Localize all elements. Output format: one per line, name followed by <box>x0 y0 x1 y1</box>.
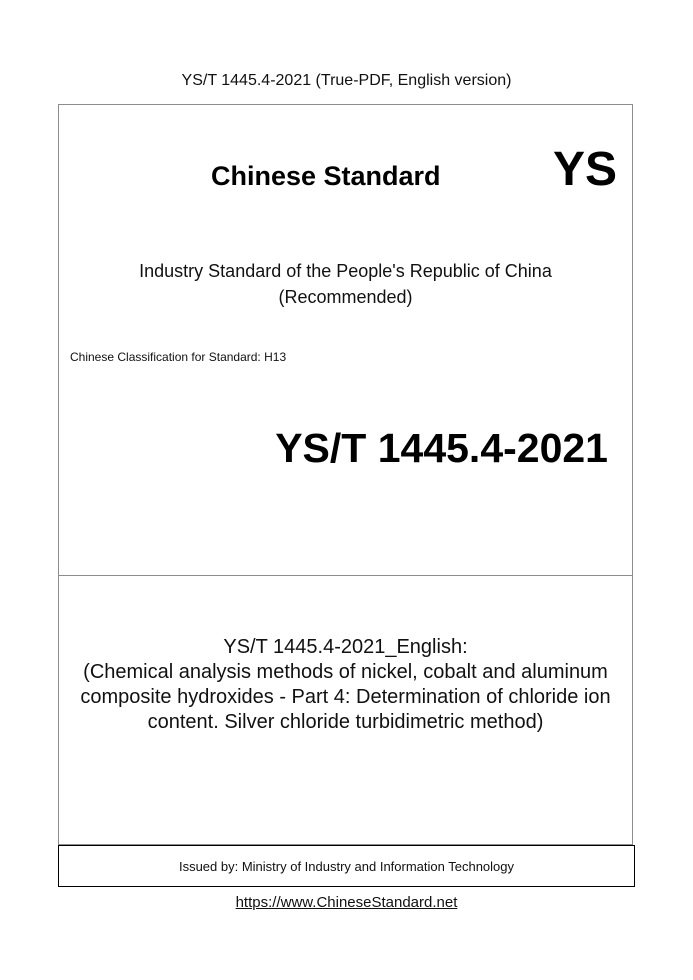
recommended-label: (Recommended) <box>278 287 413 307</box>
issuer-box <box>58 845 635 887</box>
page-header: YS/T 1445.4-2021 (True-PDF, English version) <box>181 72 512 89</box>
cover-heading: Chinese Standard <box>211 161 441 191</box>
standard-number: YS/T 1445.4-2021 <box>275 425 608 471</box>
standard-description <box>59 635 632 735</box>
description-line: (Chemical analysis methods of nickel, cobalt and aluminum <box>83 661 608 683</box>
section-divider <box>59 575 632 576</box>
description-line: composite hydroxides - Part 4: Determination of chloride ion <box>80 686 611 708</box>
classification-label: Chinese Classification for Standard: H13 <box>70 350 287 364</box>
cover-frame <box>58 104 633 845</box>
description-line: content. Silver chloride turbidimetric method) <box>147 711 544 733</box>
ys-logo: YS <box>553 143 618 196</box>
website-link[interactable]: https://www.ChineseStandard.net <box>235 894 458 911</box>
description-line: YS/T 1445.4-2021_English: <box>223 636 468 658</box>
industry-standard-block <box>59 258 632 310</box>
industry-standard-title: Industry Standard of the People's Republic of China <box>139 261 552 281</box>
issuer-text: Issued by: Ministry of Industry and Information Technology <box>178 858 515 874</box>
